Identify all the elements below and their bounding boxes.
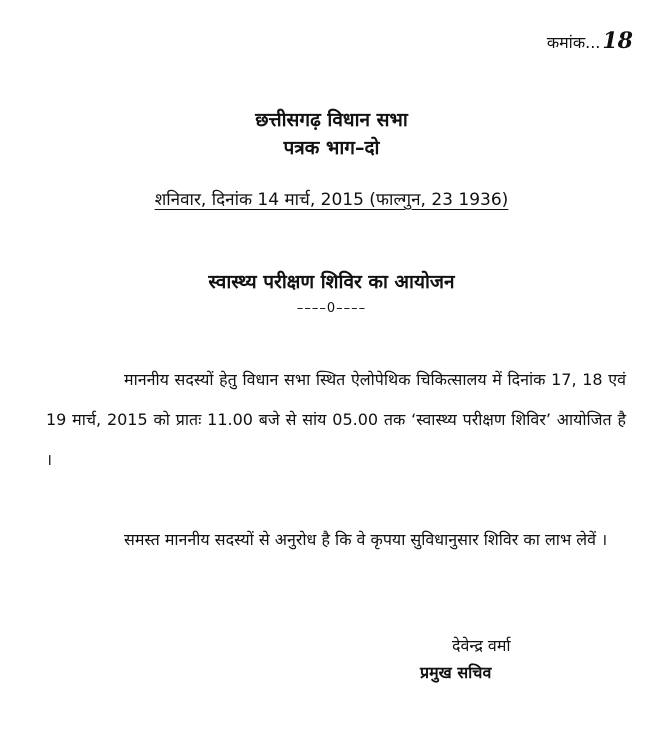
divider: ––––0––––	[296, 301, 367, 316]
body-paragraph-2: समस्त माननीय सदस्यों से अनुरोध है कि वे कृपया सुविधानुसार शिविर का लाभ लेवें ।	[124, 530, 608, 549]
serial-number-value: 18	[602, 28, 633, 54]
date-line	[0, 187, 663, 210]
body-paragraph-1: माननीय सदस्यों हेतु विधान सभा स्थित ऐलोपेथिक चिकित्सालय में दिनांक 17, 18 एवं 19 मार्च, 2015 को प्रातः 11.00 बजे से सांय 05.00 तक ‘स्वास्थ्य परीक्षण शिविर’ आयोजित है ।	[46, 370, 626, 469]
signatory-designation: प्रमुख सचिव	[420, 663, 492, 682]
date-text: शनिवार, दिनांक 14 मार्च, 2015 (फाल्गुन, 23 1936)	[154, 190, 509, 210]
signatory-name: देवेन्द्र वर्मा	[452, 636, 511, 655]
subject-heading: स्वास्थ्य परीक्षण शिविर का आयोजन	[208, 271, 455, 293]
serial-label: कमांक...	[546, 33, 601, 52]
organization-title: छत्तीसगढ़ विधान सभा	[255, 109, 408, 131]
serial-number	[547, 28, 633, 54]
document-type: पत्रक भाग–दो	[283, 137, 380, 159]
